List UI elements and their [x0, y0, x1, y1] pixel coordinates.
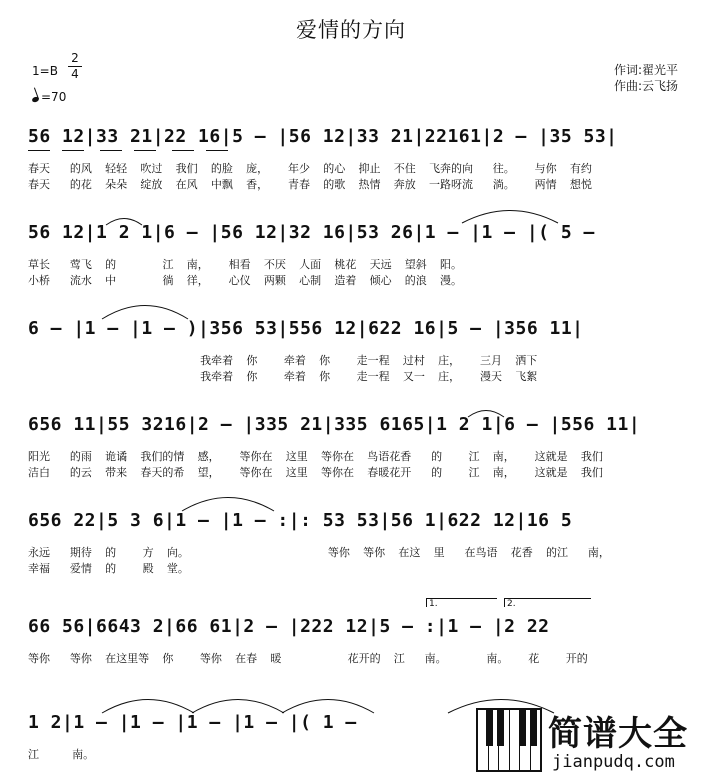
lyric-verse-1: 我牵着 你 牵着 你 走一程 过村 庄， 三月 洒下	[28, 354, 538, 367]
quarter-note-icon	[31, 96, 39, 103]
lyric-verse-2: 洁白 的云 带来 春天的希 望， 等你在 这里 等你在 春暖花开 的 江 南， 这就是 我们	[28, 466, 603, 479]
time-signature-top: 2	[71, 51, 79, 65]
page-title: 爱情的方向	[296, 18, 406, 42]
credits	[614, 62, 678, 94]
lyricist-credit: 作词:翟光平	[613, 63, 678, 77]
beam-underline	[28, 150, 50, 151]
lyric-verse-2: 春天 的花 朵朵 绽放 在风 中飘 香， 青春 的歌 热情 奔放 一路呀流 淌。 两情 想悦	[28, 178, 592, 191]
watermark-title: 简谱大全	[548, 714, 688, 754]
notation-line: 1 2|1 – |1 – |1 – |1 – |( 1 –	[28, 712, 357, 733]
lyric-verse-2: 幸福 爱情 的 殿 堂。	[28, 562, 189, 575]
notation-line: 56 12|1 2 1|6 – |56 12|32 16|53 26|1 – |1 – |( 5 –	[28, 222, 595, 243]
lyric-verse-1: 等你 等你 在这里等 你 等你 在春 暖 花开的 江 南。 南。 花 开的	[28, 652, 588, 665]
time-signature-bottom: 4	[71, 67, 79, 81]
beam-underline	[100, 150, 122, 151]
lyric-verse-2: 我牵着 你 牵着 你 走一程 又一 庄， 漫天 飞絮	[28, 370, 538, 383]
slur-mark	[100, 692, 196, 714]
composer-credit: 作曲:云飞扬	[613, 79, 678, 93]
lyric-verse-1: 阳光 的雨 诡谲 我们的情 感， 等你在 这里 等你在 鸟语花香 的 江 南， 这就是 我们	[28, 450, 603, 463]
first-ending-bracket: 1.	[426, 598, 497, 607]
notation-line: 656 11|55 3216|2 – |335 21|335 6165|1 2 1|6 – |556 11|	[28, 414, 641, 435]
slur-mark	[460, 204, 560, 224]
slur-mark	[190, 692, 286, 714]
lyric-verse-2: 小桥 流水 中 徜 徉， 心仪 两颗 心制 造着 倾心 的浪 漫。	[28, 274, 463, 287]
lyric-verse-1: 永远 期待 的 方 向。 等你 等你 在这 里 在鸟语 花香 的江 南，	[28, 546, 610, 559]
slur-mark	[280, 692, 376, 714]
slur-mark	[104, 214, 144, 226]
beam-underline	[62, 150, 84, 151]
time-signature	[68, 52, 82, 81]
beam-underline	[134, 150, 156, 151]
beam-underline	[206, 150, 228, 151]
watermark-url: jianpudq.com	[552, 752, 675, 772]
beam-underline	[172, 150, 194, 151]
key-signature: 1=B	[32, 64, 58, 78]
piano-keys-icon	[476, 708, 542, 772]
notation-line: 656 22|5 3 6|1 – |1 – :|: 53 53|56 1|622 12|16 5	[28, 510, 573, 531]
notation-line: 66 56|6643 2|66 61|2 – |222 12|5 – :|1 – |2 22	[28, 616, 550, 637]
second-ending-bracket: 2.	[504, 598, 591, 607]
slur-mark	[180, 490, 276, 512]
slur-mark	[466, 406, 506, 418]
tempo-marking	[32, 90, 66, 104]
lyric-verse-1: 江 南。	[28, 748, 95, 761]
slur-mark	[100, 298, 190, 320]
lyric-verse-1: 春天 的风 轻轻 吹过 我们 的脸 庞， 年少 的心 抑止 不住 飞奔的向 往。 与你 有约	[28, 162, 592, 175]
lyric-verse-1: 草长 莺飞 的 江 南， 相看 不厌 人面 桃花 天远 望斜 阳。	[28, 258, 463, 271]
notation-line: 6 – |1 – |1 – )|356 53|556 12|622 16|5 – |356 11|	[28, 318, 584, 339]
tempo-value: =70	[41, 90, 67, 104]
notation-line: 56 12|33 21|22 16|5 – |56 12|33 21|22161|2 – |35 53|	[28, 126, 618, 147]
site-watermark	[476, 706, 696, 776]
